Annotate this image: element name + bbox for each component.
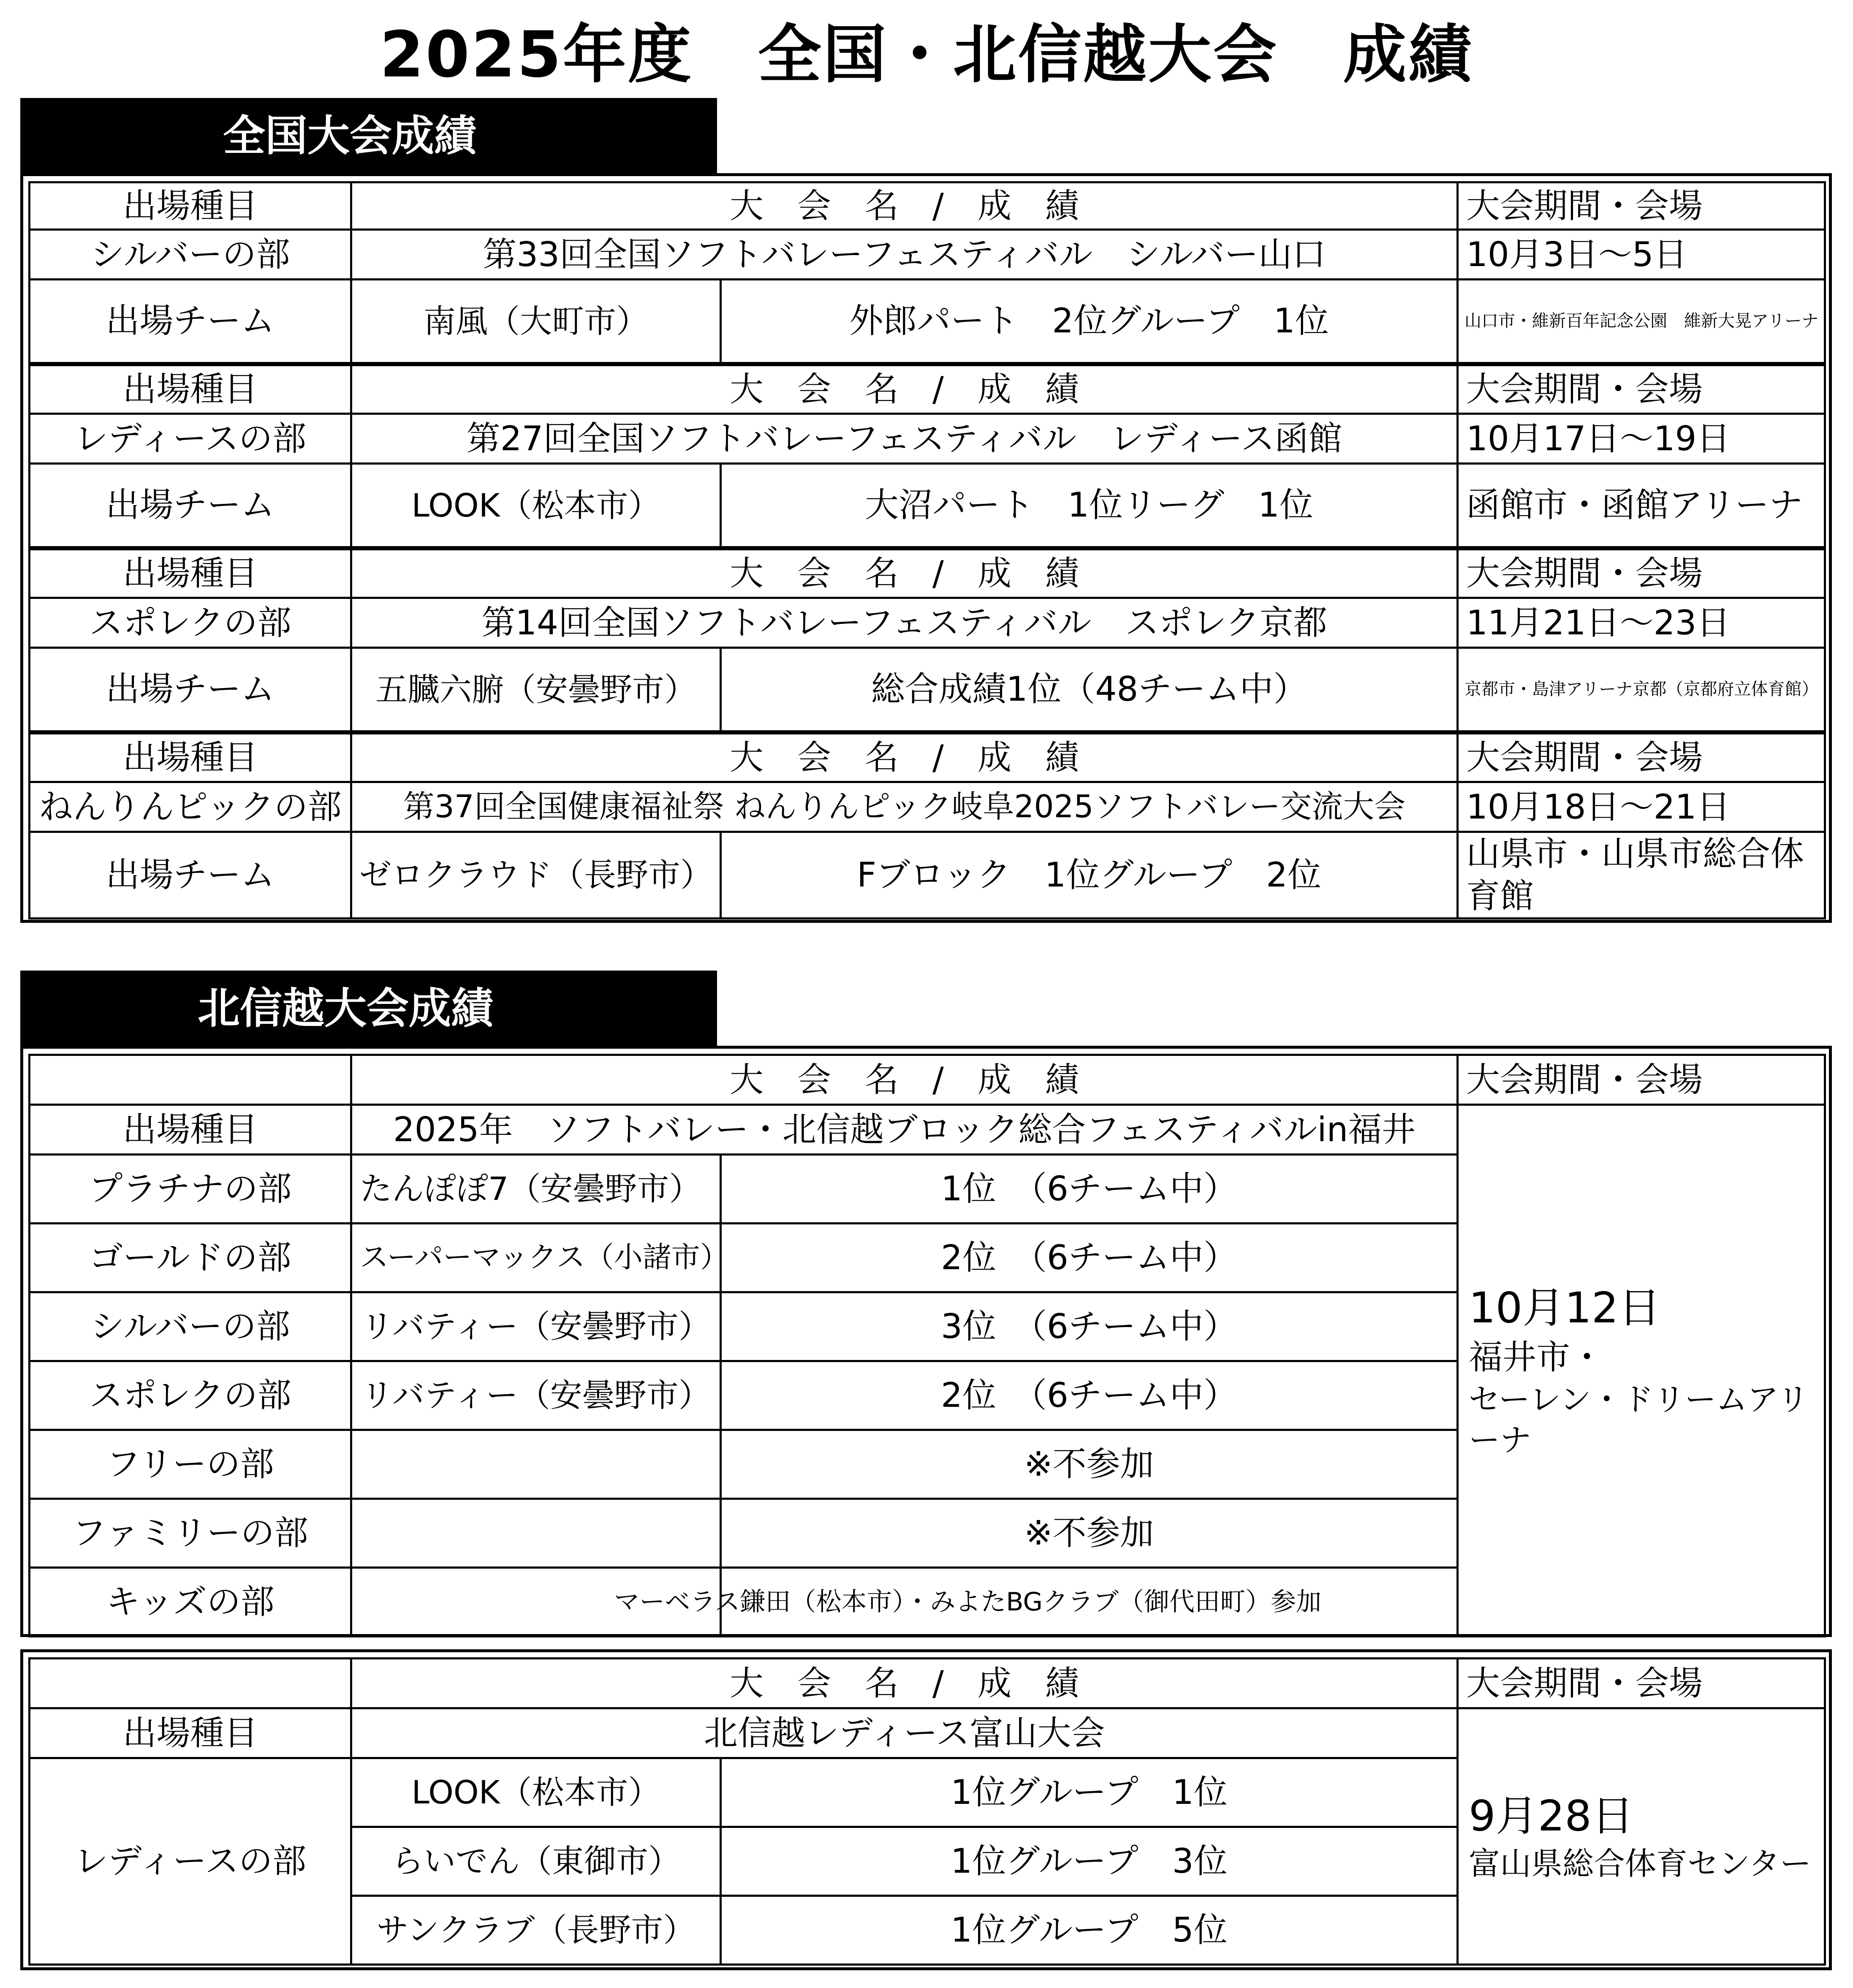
team-cell: LOOK（松本市） — [351, 464, 721, 548]
col-title-header: 大 会 名 / 成 績 — [351, 1659, 1458, 1708]
col-venue-header: 大会期間・会場 — [1458, 182, 1825, 230]
team-cell: サンクラブ（長野市） — [351, 1896, 721, 1965]
result-cell: ※不参加 — [721, 1499, 1458, 1568]
team-cell: 南風（大町市） — [351, 280, 721, 364]
table-row — [30, 598, 1825, 648]
empty-header-cell — [30, 1055, 351, 1105]
venue-line-2: セーレン・ドリームアリーナ — [1469, 1381, 1809, 1458]
team-cell: ゼロクラウド（長野市） — [351, 832, 721, 919]
division-cell: ファミリーの部 — [30, 1499, 351, 1568]
division-cell: ゴールドの部 — [30, 1224, 351, 1292]
division-cell: シルバーの部 — [30, 1292, 351, 1361]
result-cell: 2位 （6チーム中） — [721, 1224, 1458, 1292]
team-cell: らいでん（東御市） — [351, 1827, 721, 1896]
col-title-header: 大 会 名 / 成 績 — [351, 364, 1458, 414]
table-header-row — [30, 1659, 1825, 1708]
hokushinetsu-section-title: 北信越大会成績 — [198, 984, 493, 1033]
division-cell: フリーの部 — [30, 1430, 351, 1499]
ladies-results-table — [20, 1649, 1832, 1970]
tournament-cell: 第37回全国健康福祉祭 ねんりんピック岐阜2025ソフトバレー交流大会 — [351, 782, 1458, 832]
venue-cell: 京都市・島津アリーナ京都（京都府立体育館） — [1458, 648, 1825, 732]
venue-cell — [1458, 1105, 1825, 1637]
table-header-row — [30, 364, 1825, 414]
col-venue-header: 大会期間・会場 — [1458, 1055, 1825, 1105]
team-label-cell: 出場チーム — [30, 648, 351, 732]
tournament-cell: 第33回全国ソフトバレーフェスティバル シルバー山口 — [351, 230, 1458, 280]
dates-cell: 11月21日～23日 — [1458, 598, 1825, 648]
result-cell: ※不参加 — [721, 1430, 1458, 1499]
empty-header-cell — [30, 1659, 351, 1708]
col-title-header: 大 会 名 / 成 績 — [351, 182, 1458, 230]
team-cell — [351, 1499, 721, 1568]
division-cell: シルバーの部 — [30, 230, 351, 280]
col-venue-header: 大会期間・会場 — [1458, 548, 1825, 598]
division-cell: レディースの部 — [30, 414, 351, 464]
col-title-header: 大 会 名 / 成 績 — [351, 732, 1458, 782]
table-header-row — [30, 182, 1825, 230]
division-cell: ねんりんピックの部 — [30, 782, 351, 832]
table-row — [30, 1708, 1825, 1758]
result-cell: Fブロック 1位グループ 2位 — [721, 832, 1458, 919]
result-cell: 大沼パート 1位リーグ 1位 — [721, 464, 1458, 548]
division-cell: プラチナの部 — [30, 1155, 351, 1224]
col-venue-header: 大会期間・会場 — [1458, 732, 1825, 782]
col-event-header: 出場種目 — [30, 548, 351, 598]
dates-cell: 10月17日～19日 — [1458, 414, 1825, 464]
venue-line-1: 福井市・ — [1469, 1337, 1604, 1377]
col-title-header: 大 会 名 / 成 績 — [351, 548, 1458, 598]
kids-note: マーベラス鎌田（松本市）・みよたBGクラブ（御代田町）参加 — [614, 1587, 1322, 1617]
team-cell — [351, 1430, 721, 1499]
division-cell: キッズの部 — [30, 1568, 351, 1637]
table-header-row — [30, 732, 1825, 782]
division-cell: レディースの部 — [30, 1758, 351, 1965]
col-event-header: 出場種目 — [30, 364, 351, 414]
tournament-cell: 2025年 ソフトバレー・北信越ブロック総合フェスティバルin福井 — [351, 1105, 1458, 1155]
dates-cell: 10月3日～5日 — [1458, 230, 1825, 280]
col-event-header: 出場種目 — [30, 182, 351, 230]
national-section-title: 全国大会成績 — [223, 111, 476, 160]
venue-cell: 山県市・山県市総合体育館 — [1458, 832, 1825, 919]
team-label-cell: 出場チーム — [30, 464, 351, 548]
result-cell: 外郎パート 2位グループ 1位 — [721, 280, 1458, 364]
table-row — [30, 832, 1825, 919]
result-cell: 1位グループ 1位 — [721, 1758, 1458, 1827]
team-cell: たんぽぽ7（安曇野市） — [351, 1155, 721, 1224]
team-label-cell: 出場チーム — [30, 280, 351, 364]
table-row — [30, 414, 1825, 464]
table-row — [30, 464, 1825, 548]
table-row — [30, 782, 1825, 832]
venue-cell — [1458, 1708, 1825, 1965]
venue-cell: 山口市・維新百年記念公園 維新大晃アリーナ — [1458, 280, 1825, 364]
national-results-table — [20, 173, 1832, 923]
team-cell: リバティー（安曇野市） — [351, 1292, 721, 1361]
result-cell: 2位 （6チーム中） — [721, 1361, 1458, 1430]
division-cell: スポレクの部 — [30, 1361, 351, 1430]
venue-text: 富山県総合体育センター — [1469, 1845, 1812, 1882]
table-row — [30, 648, 1825, 732]
col-event-header: 出場種目 — [30, 1708, 351, 1758]
table-row — [30, 230, 1825, 280]
result-cell — [614, 1568, 1458, 1637]
col-title-header: 大 会 名 / 成 績 — [351, 1055, 1458, 1105]
result-cell: 1位 （6チーム中） — [721, 1155, 1458, 1224]
result-cell: 3位 （6チーム中） — [721, 1292, 1458, 1361]
event-date: 10月12日 — [1469, 1283, 1661, 1333]
page-title: 2025年度 全国・北信越大会 成績 — [380, 18, 1473, 92]
col-venue-header: 大会期間・会場 — [1458, 1659, 1825, 1708]
dates-cell: 10月18日～21日 — [1458, 782, 1825, 832]
division-cell: スポレクの部 — [30, 598, 351, 648]
hokushinetsu-section-header — [20, 971, 717, 1047]
team-label-cell: 出場チーム — [30, 832, 351, 919]
col-venue-header: 大会期間・会場 — [1458, 364, 1825, 414]
team-cell: 五臓六腑（安曇野市） — [351, 648, 721, 732]
table-row — [30, 280, 1825, 364]
result-cell: 1位グループ 3位 — [721, 1827, 1458, 1896]
team-cell: スーパーマックス（小諸市） — [351, 1224, 721, 1292]
result-cell: 総合成績1位（48チーム中） — [721, 648, 1458, 732]
col-event-header: 出場種目 — [30, 732, 351, 782]
result-cell: 1位グループ 5位 — [721, 1896, 1458, 1965]
national-section-header — [20, 98, 717, 174]
tournament-cell: 第27回全国ソフトバレーフェスティバル レディース函館 — [351, 414, 1458, 464]
tournament-cell: 第14回全国ソフトバレーフェスティバル スポレク京都 — [351, 598, 1458, 648]
col-event-header: 出場種目 — [30, 1105, 351, 1155]
event-date: 9月28日 — [1469, 1791, 1634, 1841]
tournament-cell: 北信越レディース富山大会 — [351, 1708, 1458, 1758]
team-cell: LOOK（松本市） — [351, 1758, 721, 1827]
table-header-row — [30, 548, 1825, 598]
venue-cell: 函館市・函館アリーナ — [1458, 464, 1825, 548]
table-row — [30, 1105, 1825, 1155]
team-cell: リバティー（安曇野市） — [351, 1361, 721, 1430]
hokushinetsu-results-table — [20, 1046, 1832, 1637]
table-header-row — [30, 1055, 1825, 1105]
